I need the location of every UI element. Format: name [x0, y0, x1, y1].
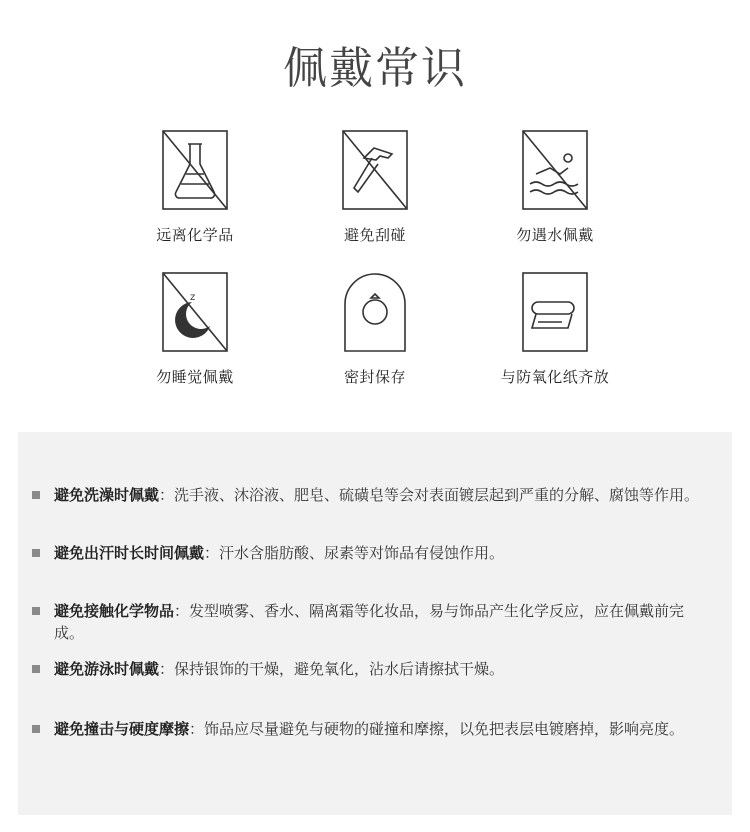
- notice-text: ：洗手液、沐浴液、肥皂、硫磺皂等会对表面镀层起到严重的分解、腐蚀等作用。: [159, 486, 700, 504]
- icon-label: 远离化学品: [156, 226, 234, 244]
- icon-label: 与防氧化纸齐放: [500, 368, 610, 386]
- icon-cell-sealed: [285, 272, 465, 387]
- sealed-bag-icon: [342, 272, 408, 352]
- notice-item: [54, 658, 704, 680]
- icon-label: 密封保存: [343, 368, 406, 386]
- icon-cell-sleep: [105, 272, 285, 387]
- bullet-icon: [32, 725, 40, 733]
- notice-title: 避免出汗时长时间佩戴: [54, 544, 205, 562]
- paper-roll-icon: [522, 272, 588, 352]
- notice-item: [54, 542, 704, 564]
- bullet-icon: [32, 491, 40, 499]
- bullet-icon: [32, 665, 40, 673]
- icon-label: 勿遇水佩戴: [516, 226, 594, 244]
- swimmer-prohibited-icon: [522, 130, 588, 210]
- notice-item: [54, 718, 704, 740]
- notice-text: ：汗水含脂肪酸、尿素等对饰品有侵蚀作用。: [204, 544, 505, 562]
- icon-cell-paper: [465, 272, 645, 387]
- notice-title: 避免游泳时佩戴: [54, 660, 160, 678]
- notice-panel: [18, 432, 732, 815]
- sleep-prohibited-icon: [162, 272, 228, 352]
- notice-item: [54, 600, 704, 644]
- notice-text: ：发型喷雾、香水、隔离霜等化妆品，易与饰品产生化学反应，应在佩戴前完成。: [54, 602, 685, 642]
- notice-title: 避免洗澡时佩戴: [54, 486, 160, 504]
- icon-label: 避免刮碰: [343, 226, 406, 244]
- notice-item: [54, 484, 704, 506]
- icon-cell-water: [465, 130, 645, 245]
- icon-cell-chemicals: [105, 130, 285, 245]
- bullet-icon: [32, 607, 40, 615]
- icon-cell-scratch: [285, 130, 465, 245]
- bullet-icon: [32, 549, 40, 557]
- svg-text:z: z: [190, 292, 196, 303]
- notice-title: 避免接触化学物品: [54, 602, 175, 620]
- hammer-prohibited-icon: [342, 130, 408, 210]
- notice-text: ：饰品应尽量避免与硬物的碰撞和摩擦，以免把表层电镀磨掉，影响亮度。: [189, 720, 685, 738]
- page-title: 佩戴常识: [283, 43, 467, 94]
- icon-label: 勿睡觉佩戴: [156, 368, 234, 386]
- flask-prohibited-icon: [162, 130, 228, 210]
- notice-title: 避免撞击与硬度摩擦: [54, 720, 190, 738]
- notice-text: ：保持银饰的干燥，避免氧化，沾水后请擦拭干燥。: [159, 660, 505, 678]
